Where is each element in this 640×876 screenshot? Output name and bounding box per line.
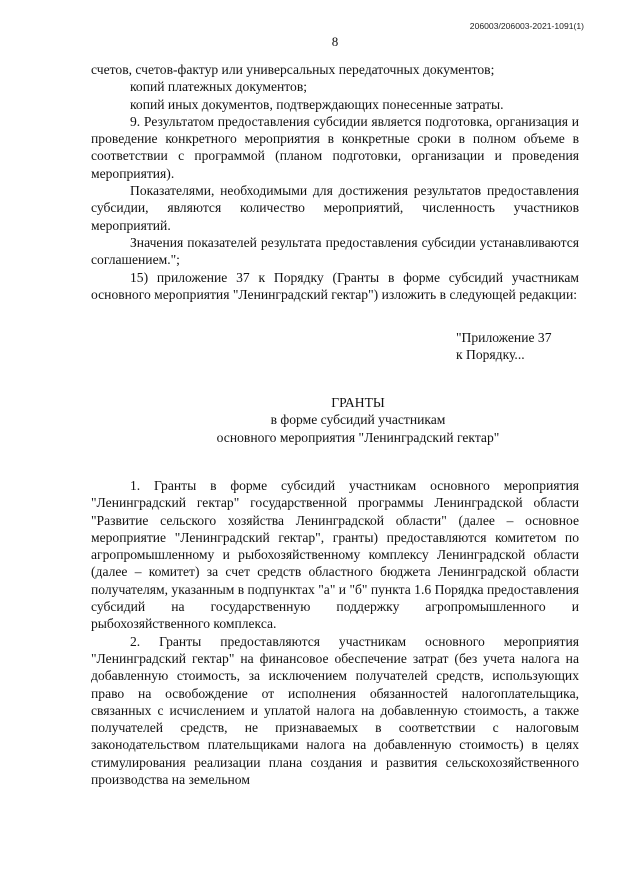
paragraph: 1. Гранты в форме субсидий участникам основного мероприятия "Ленинградский гектар" государственной программы Ленинградской области "Развитие сельского хозяйства Ленинградской области" (далее – основное мероприятие "Ленинградский гектар", гранты) предоставляются комитетом по агропромышленному и рыбохозяйственному комплексу Ленинградской области (далее – комитет) за счет средств областного бюджета Ленинградской области получателям, указанным в подпунктах "а" и "б" пункта 1.6 Порядка предоставления субсидий на государственную поддержку агропромышленного и рыбохозяйственного комплекса. [91, 478, 579, 632]
paragraph: Значения показателей результата предоставления субсидии устанавливаются соглашением."; [91, 234, 579, 268]
paragraph: Показателями, необходимыми для достижения результатов предоставления субсидии, являются количество мероприятий, численность участников мероприятий. [91, 183, 579, 233]
heading-line: в форме субсидий участникам [270, 412, 446, 428]
page-number: 8 [331, 34, 339, 49]
paragraph: 15) приложение 37 к Порядку (Гранты в форме субсидий участникам основного мероприятия "Ленинградский гектар") изложить в следующей редакции: [91, 269, 579, 302]
attachment-line: "Приложение 37 [456, 330, 552, 345]
paragraph: 2. Гранты предоставляются участникам основного мероприятия "Ленинградский гектар" на финансовое обеспечение затрат (без учета налога на добавленную стоимость, за исключением получателей средств, использующих право на освобождение от исполнения обязанностей налогоплательщика, связанных с исчислением и уплатой налога на добавленную стоимость, а также получателей средств, не признаваемых в соответствии с налоговым законодательством плательщиками налога на добавленную стоимость) в целях стимулирования реализации плана создания и развития сельскохозяйственного производства на земельном [91, 633, 579, 788]
heading-title: ГРАНТЫ [331, 395, 385, 410]
document-id: 206003/206003-2021-1091(1) [469, 21, 584, 31]
attachment-line: к Порядку... [456, 347, 525, 363]
paragraph: копий платежных документов; [130, 79, 308, 95]
paragraph: 9. Результатом предоставления субсидии является подготовка, организация и проведение конкретного мероприятия в конкретные сроки в полном объеме в соответствии с программой (планом подготовки, организации и проведения мероприятия). [91, 113, 579, 181]
paragraph: счетов, счетов-фактур или универсальных передаточных документов; [91, 62, 495, 77]
section-heading [60, 394, 640, 446]
text-block-top [91, 61, 579, 303]
heading-line: основного мероприятия "Ленинградский гектар" [216, 429, 500, 445]
paragraph: копий иных документов, подтверждающих понесенные затраты. [130, 96, 504, 112]
text-block-main [91, 477, 579, 788]
attachment-reference [456, 329, 552, 364]
